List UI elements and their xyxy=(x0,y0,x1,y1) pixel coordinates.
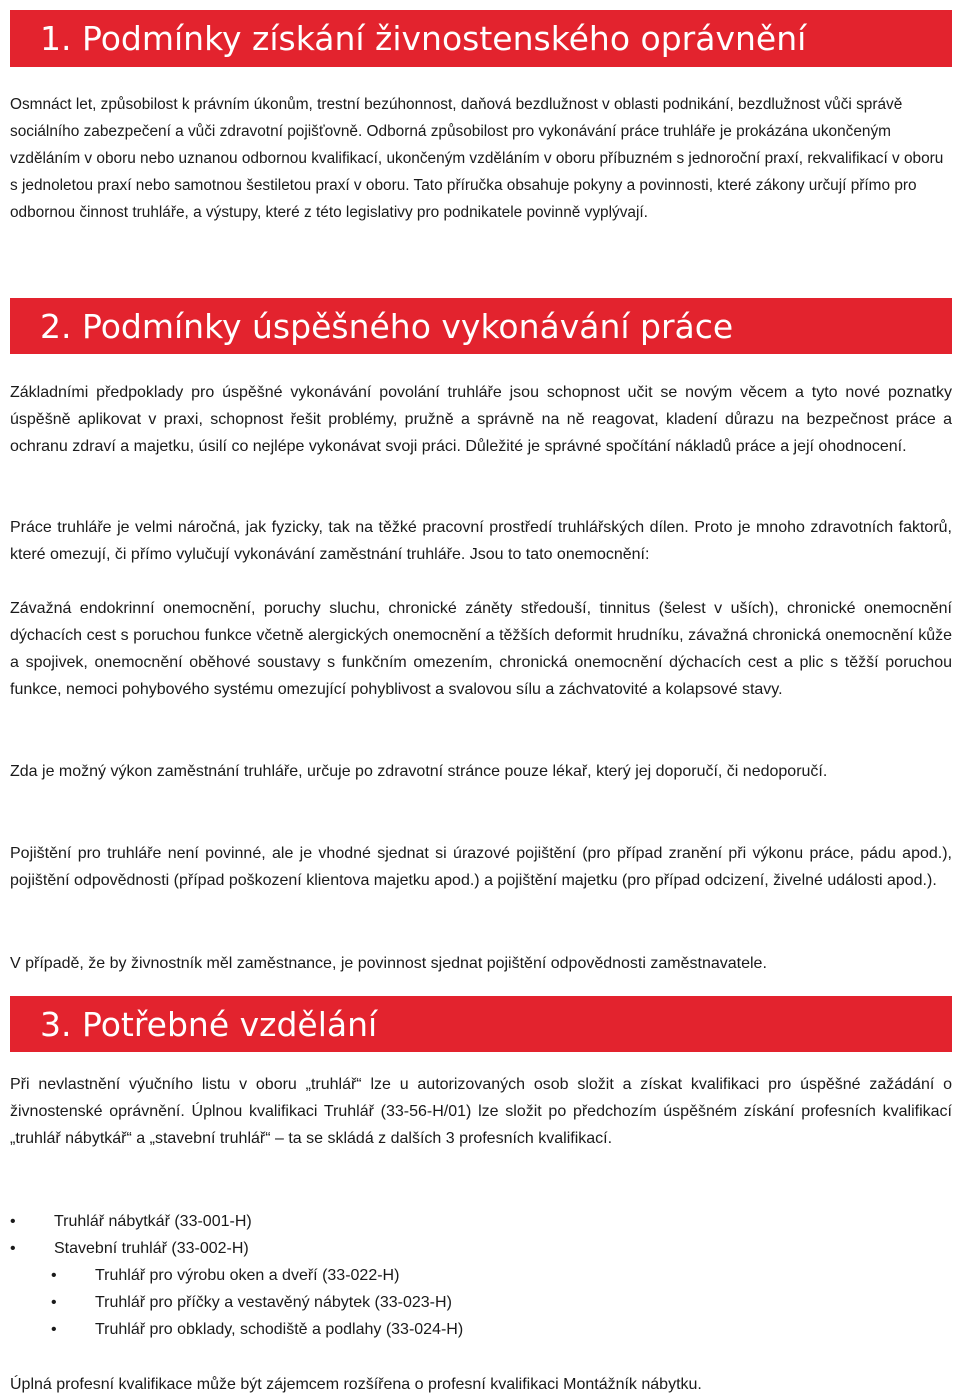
bullet-icon: • xyxy=(10,1213,16,1230)
list-item-text: Truhlář pro výrobu oken a dveří (33-022-H) xyxy=(95,1267,400,1284)
section-heading-2 xyxy=(10,298,952,354)
list-item xyxy=(10,1316,952,1343)
section-3-paragraph: Při nevlastnění výučního listu v oboru „truhlář“ lze u autorizovaných osob složit a získat kvalifikaci pro úspěšné zažádání o živnostenské oprávnění. Úplnou kvalifikaci Truhlář (33-56-H/01) lze složit po předchozím úspěšném získání profesních kvalifikací „truhlář nábytkář“ a „stavební truhlář“ – ta se skládá z dalších 3 profesních kvalifikací. xyxy=(10,1076,952,1147)
section-heading-3-text: 3. Potřebné vzdělání xyxy=(40,1004,378,1044)
list-item-text: Truhlář pro příčky a vestavěný nábytek (33-023-H) xyxy=(95,1294,452,1311)
section-heading-1 xyxy=(10,10,952,67)
bullet-icon: • xyxy=(51,1294,57,1311)
list-item xyxy=(10,1289,952,1316)
section-2-paragraph-3: Závažná endokrinní onemocnění, poruchy sluchu, chronické záněty středouší, tinnitus (šelest v uších), chronické onemocnění dýchacích cest s poruchou funkce včetně alergických onemocnění a těžších deformit hrudníku, závažná chronická onemocnění kůže a spojivek, onemocnění oběhové soustavy s funkčním omezením, chronická onemocnění dýchacích cest a plic s těžší poruchou funkce, nemoci pohybového systému omezující pohyblivost a svalovou sílu a záchvatovité a kolapsové stavy. xyxy=(10,600,952,698)
sub-qualification-list xyxy=(10,1262,952,1343)
list-item xyxy=(10,1208,952,1235)
section-heading-2-text: 2. Podmínky úspěšného vykonávání práce xyxy=(40,306,734,346)
bullet-icon: • xyxy=(51,1267,57,1284)
section-2-paragraph-6: V případě, že by živnostník měl zaměstnance, je povinnost sjednat pojištění odpovědnosti zaměstnavatele. xyxy=(10,955,767,972)
bullet-icon: • xyxy=(10,1240,16,1257)
list-item xyxy=(10,1235,952,1262)
list-item-text: Stavební truhlář (33-002-H) xyxy=(54,1240,249,1257)
footer-note: Úplná profesní kvalifikace může být zájemcem rozšířena o profesní kvalifikaci Montážník nábytku. xyxy=(10,1376,702,1393)
section-1-paragraph: Osmnáct let, způsobilost k právním úkonům, trestní bezúhonnost, daňová bezdlužnost v oblasti podnikání, bezdlužnost vůči správě sociálního zabezpečení a vůči zdravotní pojišťovně. Odborná způsobilost pro vykonávání práce truhláře je prokázána ukončeným vzděláním v oboru nebo uznanou odbornou kvalifikací, ukončeným vzděláním v oboru příbuzném s jednoroční praxí, rekvalifikací v oboru s jednoletou praxí nebo samotnou šestiletou praxí v oboru. Tato příručka obsahuje pokyny a povinnosti, které zákony určují přímo pro odbornou činnost truhláře, a výstupy, které z této legislativy pro podnikatele povinně vyplývají. xyxy=(10,96,944,221)
section-2-paragraph-5: Pojištění pro truhláře není povinné, ale je vhodné sjednat si úrazové pojištění (pro případ zranění při výkonu práce, pádu apod.), pojištění odpovědnosti (případ poškození klientova majetku apod.) a pojištění majetku (pro případ odcizení, živelné události apod.). xyxy=(10,845,952,889)
section-2-paragraph-2: Práce truhláře je velmi náročná, jak fyzicky, tak na těžké pracovní prostředí truhlářských dílen. Proto je mnoho zdravotních faktorů, které omezují, či přímo vylučují vykonávání zaměstnání truhláře. Jsou to tato onemocnění: xyxy=(10,519,952,563)
list-item xyxy=(10,1262,952,1289)
bullet-icon: • xyxy=(51,1321,57,1338)
section-heading-1-text: 1. Podmínky získání živnostenského oprávnění xyxy=(40,19,807,58)
qualification-list xyxy=(10,1208,952,1262)
list-item-text: Truhlář pro obklady, schodiště a podlahy (33-024-H) xyxy=(95,1321,464,1338)
section-heading-3 xyxy=(10,996,952,1052)
section-2-paragraph-1: Základními předpoklady pro úspěšné vykonávání povolání truhláře jsou schopnost učit se novým věcem a tyto nové poznatky úspěšně aplikovat v praxi, schopnost řešit problémy, pružně a správně na ně reagovat, kladení důrazu na bezpečnost práce a ochranu zdraví a majetku, úsilí co nejlépe vykonávat svoji práci. Důležité je správné spočítání nákladů práce a její ohodnocení. xyxy=(10,384,952,455)
section-2-paragraph-4: Zda je možný výkon zaměstnání truhláře, určuje po zdravotní stránce pouze lékař, který jej doporučí, či nedoporučí. xyxy=(10,763,828,780)
list-item-text: Truhlář nábytkář (33-001-H) xyxy=(54,1213,252,1230)
